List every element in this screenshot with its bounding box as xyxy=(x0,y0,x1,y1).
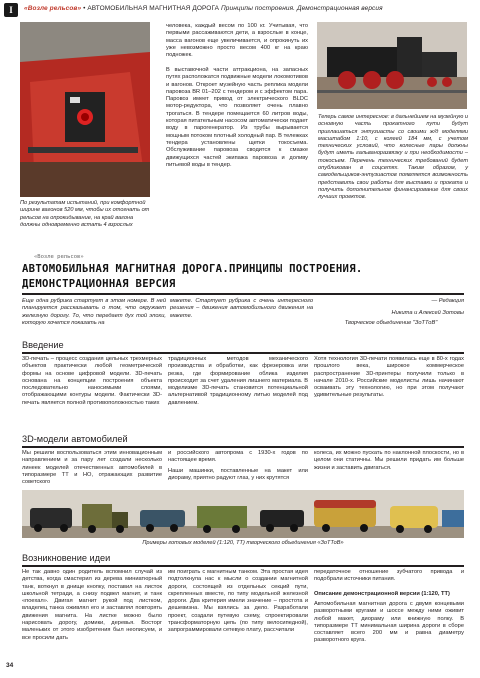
page-header xyxy=(0,0,480,20)
rule-intro xyxy=(22,352,464,354)
models-col-3: колеса, их можно пускать по наклонной плоскости, но в целом они статичны. Мы решили придать им больше жизни и заставить двигаться. xyxy=(314,450,464,471)
locomotive-photo-svg xyxy=(317,22,467,109)
rule-models xyxy=(22,446,464,448)
model-cars-caption: Примеры готовых моделей (1:120, ТТ) творческого объединения «ЗоТТоВ» xyxy=(142,540,344,546)
heading-models: 3D-модели автомобилей xyxy=(22,434,128,444)
article-tag: «Возле рельсов» xyxy=(34,254,84,260)
locomotive-photo xyxy=(317,22,467,109)
lead-mid: макете. Стартует рубрика с очень интересного решения – движения автомобильного движения на макете. xyxy=(170,298,313,319)
article-title-box xyxy=(22,262,464,295)
photo-caption-left: По результатам испытаний, при комфортной ширине вагонов 520 мм, чтобы их отогнать от рельсов на опрокидывание, на край вагона должны одновременно встать 4 взрослых xyxy=(20,200,150,228)
origin-col-3-subheading: Описание демонстрационной версии (1:120, ТТ) xyxy=(314,591,450,597)
origin-col-3-p2: Автомобильная магнитная дорога с двумя концевыми разворотными кругами и шоссе между ними оживит любой макет, диораму или книжную полку. В типоразмере ТТ минимальная ширина дороги в сборе составляет всего 200 мм и равна диаметру разворотного круга. xyxy=(314,601,464,644)
heading-origin: Возникновение идеи xyxy=(22,553,111,563)
header-text: «Возле рельсов» • АВТОМОБИЛЬНАЯ МАГНИТНАЯ ДОРОГА Принципы построения. Демонстрационная версия xyxy=(24,5,383,12)
intro-col-1: 3D-печать – процесс создания цельных трехмерных объектов практически любой геометрической формы на основе цифровой модели. 3D-печать основана на концепции построения объекта последовательно наносимыми слоями, отображающими контуры модели. Фактически 3D-печать является полной противоположностью таких xyxy=(22,356,162,406)
header-section-sub: Принципы построения. Демонстрационная версия xyxy=(219,5,383,12)
model-cars-photo-svg xyxy=(22,490,464,538)
header-section-title: АВТОМОБИЛЬНАЯ МАГНИТНАЯ ДОРОГА xyxy=(87,5,220,12)
lead-left: Еще одна рубрика стартует в этом номере. В ней планируется рассказывать о том, что окружает железную дорогу. То, что передает дух той эпохи, которую хочется показать на xyxy=(22,298,166,326)
models-col-2-p2: Наши машинки, поставленные на макет или диораму, приятно радуют глаз, у них крутятся xyxy=(168,468,308,482)
intro-col-3: Хотя технология 3D-печати появилась еще в 80-х годах прошлого века, широкое коммерческое распространение 3D-принтеры получили только в начале 2010-х. Российские моделисты лишь начинают осваивать эту технологию, но при этом получают удивительные результаты. xyxy=(314,356,464,399)
top-mid-para-2: В выставочной части аттракциона, на запасных путях расположатся подвижные модели локомотивов и вагонов. Откроет музейную часть реплика модели паровоза ВR 01–202 с тендером и с эффектом пара. Паровоз имеет привод от электрического BLDC мотор-редуктора, что позволяет очень плавно трогаться. В тендере помещается 60 литров воды, которая питательным насосом автоматически подает воду в парогенератор. Из трубы вырывается мощным потоком плотный холодный пар. В тележках тендера установлены щетки токосъема. Обслуживание паровоза сводится к смазке движущихся частей экипажа паровоза и доливу питьевой воды в тендер. xyxy=(166,67,308,168)
photo-caption-right: Теперь самое интересное: в дальнейшем на музейную и основную часть прокатного пути будут приглашаться энтузиасты со своими ж/д моделями масштабом 1:10, с колеей 184 мм, с учетом технических условий, что колесные пары должны будут иметь гальваноразвязку и при необходимости – токосъем. Перечень технических требований будет опубликован в соцсетях. Таким образом, у самодельщиков-энтузиастов появляется возможность представить свои работы для выставки и проката и получить дополнительное финансирование для своих лучших проектов. xyxy=(318,114,468,201)
article-title-line-1: АВТОМОБИЛЬНАЯ МАГНИТНАЯ ДОРОГА.ПРИНЦИПЫ ПОСТРОЕНИЯ. xyxy=(22,263,363,275)
model-cars-photo xyxy=(22,490,464,538)
page-number: 34 xyxy=(6,662,14,669)
heading-intro: Введение xyxy=(22,340,64,350)
intro-col-2: традиционных методов механического производства и обработки, как фрезеровка или резка, где формирование облика изделия происходит за счет удаления лишнего материала. В моделизме 3D-печать становится потенциальной альтернативой традиционному литью моделей под давлением. xyxy=(168,356,308,406)
article-title-line-2: ДЕМОНСТРАЦИОННАЯ ВЕРСИЯ xyxy=(22,277,176,290)
rule-origin xyxy=(22,565,464,567)
signature-names: Никита и Алексей Зотовы xyxy=(391,310,464,316)
wagon-photo xyxy=(20,22,150,197)
wagon-photo-svg xyxy=(20,22,150,197)
models-col-2-p1: и российского автопрома с 1930-х годов по настоящее время. xyxy=(168,450,308,464)
signature-role: — Редакция xyxy=(431,298,464,304)
origin-col-3-p1: передаточное отношение зубчатого привода и подобрали источники питания. xyxy=(314,569,464,583)
models-col-1: Мы решили воспользоваться этим инновационным направлением и за пару лет создали несколько линеек моделей отечественных автомобилей в типоразмере ТТ и НО, отражающих развитие советского xyxy=(22,450,162,486)
signature-org: Творческое объединение "ЗоТТоВ" xyxy=(344,320,438,326)
top-mid-para-1: человека, каждый весом по 100 кг. Учитывая, что первыми рассаживаются дети, а взрослые в конце, масса вагонов еще увеличивается, и опрокинуть их уже невозможно просто весом 400 кг на краю подножек. xyxy=(166,23,308,59)
magazine-logo-icon: І xyxy=(4,3,18,17)
origin-col-2: им поиграть с магнитным танком. Эта простая идея подтолкнула нас к мысли о создании магнитной дороги, состоящей из отдельных секций пути, скрепленных вместе, по типу модельной железной дороги. Два критерия имели значение – простота и дешевизна. Мы взялись за дело. Разработали проект, создали путевую схему, спроектировали трансформаторную цепь (по типу велосипедной), запрограммировали сетевую плату, рассчитали xyxy=(168,569,308,634)
header-brand: «Возле рельсов» xyxy=(24,5,82,12)
origin-col-1: Не так давно один родитель вспомнил случай из детства, когда смастерил из дерева миниатюрный танк, воткнул в днище кнопку, поставил на листок школьной тетради, а снизу подвел магнит, и танк «поехал». Двигая магнит рукой под листком, владелец танка оживлял его и заставлял повторять движения магнита. На листке можно было нарисовать дорогу, домики, деревья. Восторг маленьких от этого изобретения был неописуем, и все просили дать xyxy=(22,569,162,641)
